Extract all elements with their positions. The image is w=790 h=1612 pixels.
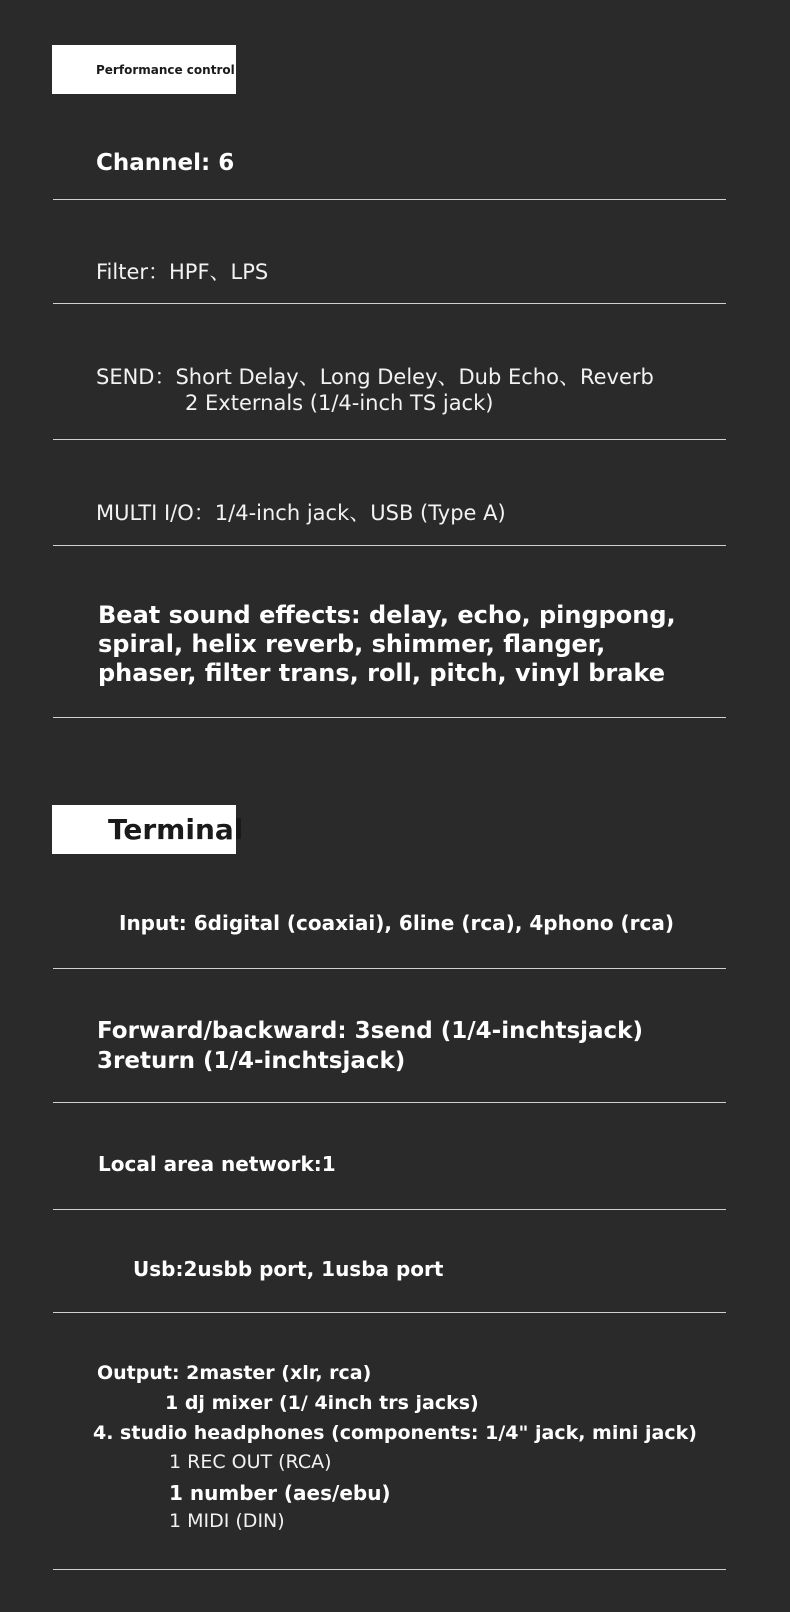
output-headphones: 4. studio headphones (components: 1/4" jack, mini jack) xyxy=(93,1422,697,1444)
divider xyxy=(53,1209,726,1210)
forward-backward-spec: Forward/backward: 3send (1/4-inchtsjack) xyxy=(97,1018,643,1044)
divider xyxy=(53,1312,726,1313)
output-midi: 1 MIDI (DIN) xyxy=(169,1510,285,1532)
divider xyxy=(53,439,726,440)
send-spec: SEND：Short Delay、Long Deley、Dub Echo、Reverb xyxy=(96,365,654,389)
usb-spec: Usb:2usbb port, 1usba port xyxy=(133,1257,444,1281)
output-aes-ebu: 1 number (aes/ebu) xyxy=(169,1481,391,1505)
terminal-heading: Terminal xyxy=(52,805,236,854)
divider xyxy=(53,1102,726,1103)
output-rec-out: 1 REC OUT (RCA) xyxy=(169,1451,332,1473)
divider xyxy=(53,968,726,969)
filter-spec: Filter：HPF、LPS xyxy=(96,260,269,284)
divider xyxy=(53,199,726,200)
output-spec: Output: 2master (xlr, rca) xyxy=(97,1362,372,1384)
output-dj-mixer: 1 dj mixer (1/ 4inch trs jacks) xyxy=(165,1392,479,1414)
performance-control-heading: Performance control xyxy=(52,45,236,94)
send-spec-externals: 2 Externals (1/4-inch TS jack) xyxy=(185,391,494,415)
divider xyxy=(53,717,726,718)
lan-spec: Local area network:1 xyxy=(98,1152,336,1176)
input-spec: Input: 6digital (coaxiai), 6line (rca), 4phono (rca) xyxy=(119,911,675,935)
channel-spec: Channel: 6 xyxy=(96,150,235,176)
divider xyxy=(53,545,726,546)
beat-effects-spec-line-3: phaser, filter trans, roll, pitch, vinyl brake xyxy=(98,659,666,687)
divider xyxy=(53,1569,726,1570)
multi-io-spec: MULTI I/O：1/4-inch jack、USB (Type A) xyxy=(96,501,506,525)
divider xyxy=(53,303,726,304)
beat-effects-spec-line-2: spiral, helix reverb, shimmer, flanger, xyxy=(98,630,606,658)
beat-effects-spec: Beat sound effects: delay, echo, pingpong, xyxy=(98,601,676,629)
forward-backward-spec-return: 3return (1/4-inchtsjack) xyxy=(97,1048,406,1074)
